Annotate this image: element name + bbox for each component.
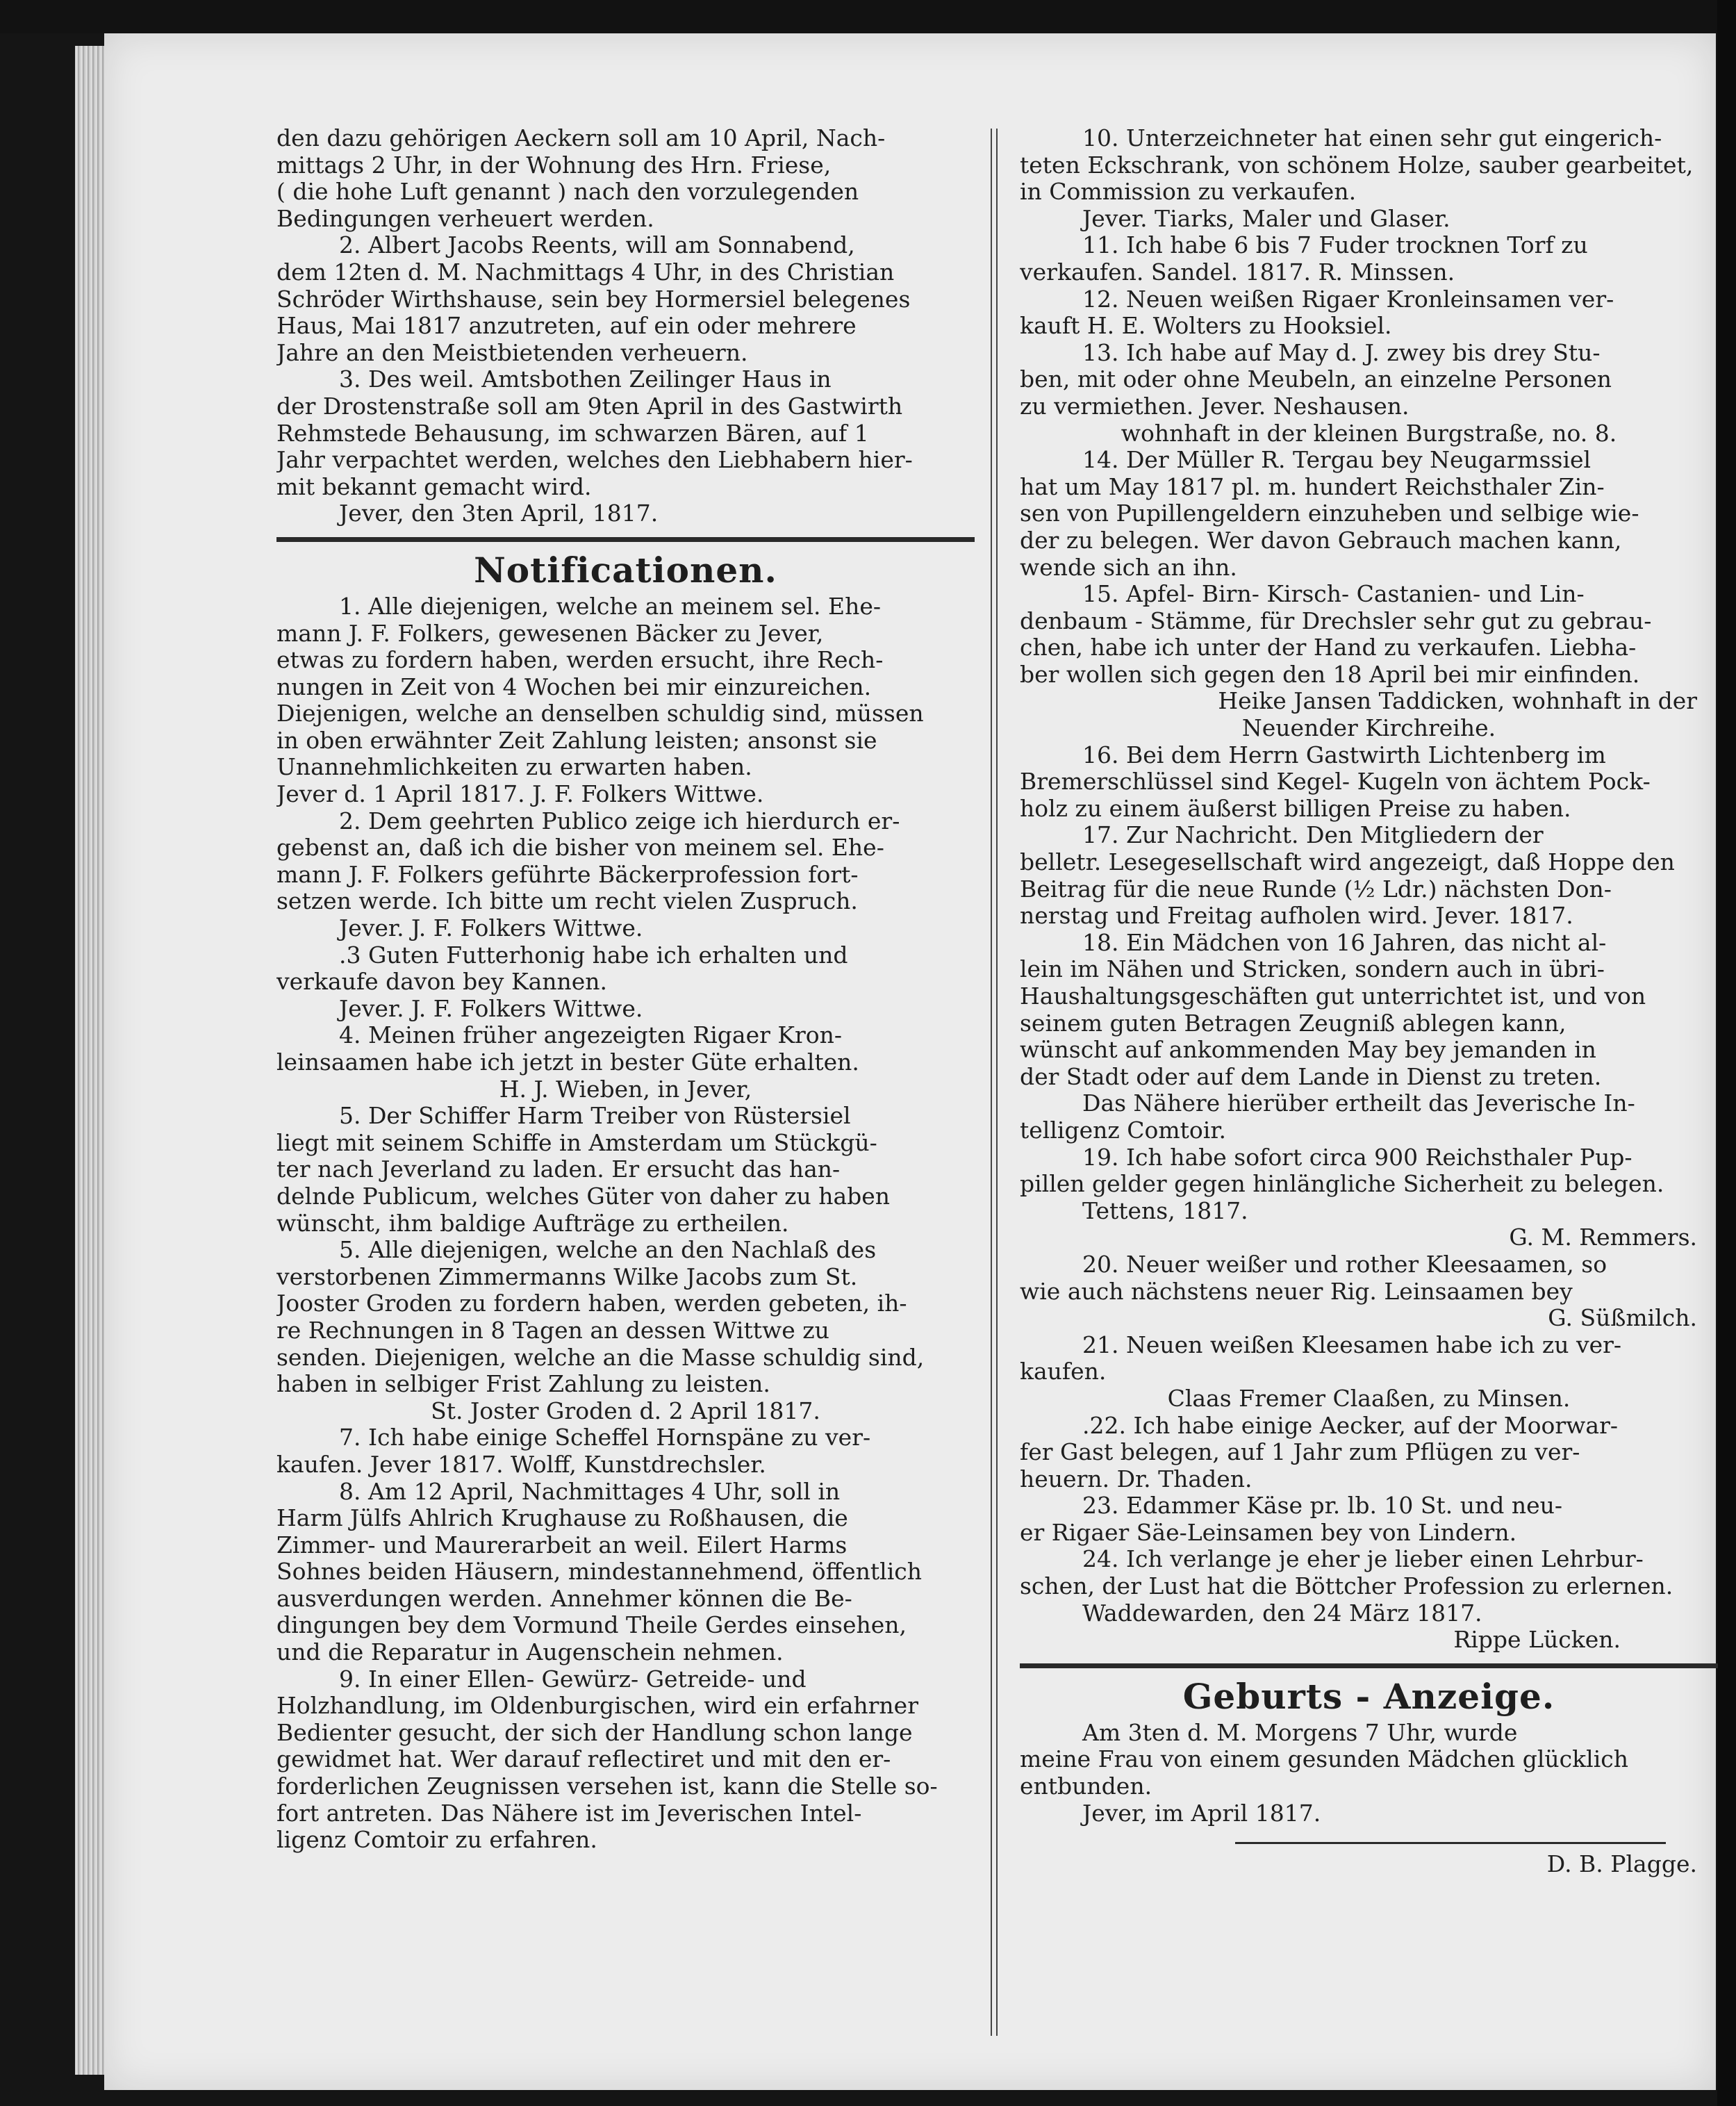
text-line: pillen gelder gegen hinlängliche Sicherheit zu belegen.: [1020, 1171, 1664, 1198]
notice-2: [276, 232, 975, 366]
text-line: 10. Unterzeichneter hat einen sehr gut eingerich-: [1082, 125, 1662, 151]
text-line: ter nach Jeverland zu laden. Er ersucht das han-: [276, 1156, 841, 1183]
signature: Rippe Lücken.: [1453, 1627, 1621, 1654]
text-line: wünscht, ihm baldige Aufträge zu ertheilen.: [276, 1210, 789, 1237]
text-line: entbunden.: [1020, 1773, 1152, 1800]
text-line: wende sich an ihn.: [1020, 554, 1237, 581]
text-line: leinsaamen habe ich jetzt in bester Güte erhalten.: [276, 1049, 859, 1076]
text-line: Holzhandlung, im Oldenburgischen, wird ein erfahrner: [276, 1693, 918, 1720]
text-line: etwas zu fordern haben, werden ersucht, ihre Rech-: [276, 647, 884, 674]
text-line: haben in selbiger Frist Zahlung zu leisten.: [276, 1371, 770, 1398]
notification-9: [276, 1666, 975, 1854]
signature-rule: [1235, 1842, 1666, 1844]
notification-1: [276, 593, 975, 808]
text-line: Jahr verpachtet werden, welches den Liebhabern hier-: [276, 447, 913, 474]
text-line: mittags 2 Uhr, in der Wohnung des Hrn. Friese,: [276, 151, 832, 179]
text-line: zu vermiethen. Jever. Neshausen.: [1020, 393, 1410, 420]
text-line: 8. Am 12 April, Nachmittages 4 Uhr, soll in: [339, 1478, 841, 1505]
notification-13: [1020, 340, 1718, 447]
right-column: [1020, 125, 1718, 1878]
notification-15: [1020, 581, 1718, 742]
text-line: 2. Albert Jacobs Reents, will am Sonnabend,: [339, 232, 855, 259]
text-line: holz zu einem äußerst billigen Preise zu haben.: [1020, 795, 1571, 822]
text-line: delnde Publicum, welches Güter von daher zu haben: [276, 1183, 891, 1210]
text-line: denbaum - Stämme, für Drechsler sehr gut zu gebrau-: [1020, 607, 1652, 634]
text-line: 13. Ich habe auf May d. J. zwey bis drey Stu-: [1082, 339, 1601, 366]
notification-12: [1020, 286, 1718, 340]
signature: Jever. J. F. Folkers Wittwe.: [339, 995, 643, 1022]
text-line: Bedingungen verheuert werden.: [276, 205, 654, 232]
signature: Heike Jansen Taddicken, wohnhaft in der: [1218, 688, 1697, 715]
text-line: 15. Apfel- Birn- Kirsch- Castanien- und Lin-: [1082, 581, 1585, 608]
text-line: verkaufe davon bey Kannen.: [276, 969, 608, 996]
signature: D. B. Plagge.: [1546, 1851, 1697, 1878]
signature: Jever d. 1 April 1817. J. F. Folkers Wittwe.: [276, 781, 764, 808]
notification-22: [1020, 1413, 1718, 1493]
text-line: 12. Neuen weißen Rigaer Kronleinsamen ver-: [1082, 286, 1614, 313]
text-line: in Commission zu verkaufen.: [1020, 179, 1357, 206]
text-line: ligenz Comtoir zu erfahren.: [276, 1827, 597, 1854]
text-line: liegt mit seinem Schiffe in Amsterdam um Stückgü-: [276, 1129, 877, 1156]
text-line: Haus, Mai 1817 anzutreten, auf ein oder mehrere: [276, 313, 857, 340]
text-line: in oben erwähnter Zeit Zahlung leisten; ansonst sie: [276, 727, 877, 754]
notification-23: [1020, 1492, 1718, 1546]
notification-6: [276, 1237, 975, 1424]
dateline: Jever, im April 1817.: [1082, 1800, 1321, 1827]
notification-3: [276, 942, 975, 1023]
text-line: nerstag und Freitag aufholen wird. Jever. 1817.: [1020, 903, 1573, 930]
text-line: Schröder Wirthshause, sein bey Hormersiel belegenes: [276, 286, 911, 313]
text-line: forderlichen Zeugnissen versehen ist, kann die Stelle so-: [276, 1773, 938, 1800]
notification-7: [276, 1424, 975, 1478]
signature: H. J. Wieben, in Jever,: [499, 1076, 752, 1103]
text-line: ( die hohe Luft genannt ) nach den vorzulegenden: [276, 179, 859, 206]
section-rule: [1020, 1663, 1718, 1668]
text-line: Sohnes beiden Häusern, mindestannehmend, öffentlich: [276, 1558, 923, 1586]
notification-18: [1020, 930, 1718, 1144]
text-line: 16. Bei dem Herrn Gastwirth Lichtenberg im: [1082, 741, 1606, 768]
text-line: der zu belegen. Wer davon Gebrauch machen kann,: [1020, 527, 1622, 554]
text-line: 18. Ein Mädchen von 16 Jahren, das nicht al-: [1082, 929, 1607, 956]
text-line: Jahre an den Meistbietenden verheuern.: [276, 339, 748, 366]
text-line: 11. Ich habe 6 bis 7 Fuder trocknen Torf zu: [1082, 232, 1588, 259]
text-line: mit bekannt gemacht wird.: [276, 473, 592, 500]
section-heading: Geburts - Anzeige.: [1182, 1675, 1555, 1717]
text-line: fer Gast belegen, auf 1 Jahr zum Pflügen zu ver-: [1020, 1439, 1580, 1466]
text-line: den dazu gehörigen Aeckern soll am 10 April, Nach-: [276, 125, 886, 151]
text-line: der Stadt oder auf dem Lande in Dienst zu treten.: [1020, 1063, 1602, 1090]
text-line: Rehmstede Behausung, im schwarzen Bären, auf 1: [276, 420, 869, 447]
text-line: 20. Neuer weißer und rother Kleesaamen, so: [1082, 1251, 1607, 1278]
text-line: seinem guten Betragen Zeugniß ablegen kann,: [1020, 1010, 1566, 1037]
scan-background-top: [0, 0, 1736, 33]
notification-4: [276, 1022, 975, 1103]
text-line: er Rigaer Säe-Leinsamen bey von Lindern.: [1020, 1519, 1517, 1546]
text-line: sen von Pupillengeldern einzuheben und selbige wie-: [1020, 500, 1639, 527]
text-line: 4. Meinen früher angezeigten Rigaer Kron-: [339, 1022, 843, 1049]
notification-8: [276, 1479, 975, 1666]
text-line: lein im Nähen und Stricken, sondern auch in übri-: [1020, 956, 1605, 983]
text-line: kaufen. Jever 1817. Wolff, Kunstdrechsler.: [276, 1451, 766, 1478]
notice-3: [276, 366, 975, 527]
text-line: ben, mit oder ohne Meubeln, an einzelne Personen: [1020, 366, 1612, 393]
text-line: re Rechnungen in 8 Tagen an dessen Wittwe zu: [276, 1317, 829, 1344]
notification-17: [1020, 822, 1718, 929]
text-line: nungen in Zeit von 4 Wochen bei mir einzureichen.: [276, 673, 872, 700]
text-line: 23. Edammer Käse pr. lb. 10 St. und neu-: [1082, 1492, 1563, 1520]
column-divider: [991, 129, 998, 2036]
text-line: 3. Des weil. Amtsbothen Zeilinger Haus in: [339, 366, 832, 393]
notification-20: [1020, 1251, 1718, 1332]
signature: Jever. Tiarks, Maler und Glaser.: [1082, 205, 1450, 232]
text-line: 19. Ich habe sofort circa 900 Reichsthaler Pup-: [1082, 1144, 1632, 1171]
left-column: [276, 125, 975, 1854]
text-line: Haushaltungsgeschäften gut unterrichtet ist, und von: [1020, 983, 1646, 1010]
text-line: Waddewarden, den 24 März 1817.: [1082, 1599, 1482, 1627]
text-line: .3 Guten Futterhonig habe ich erhalten und: [339, 941, 848, 969]
text-line: 21. Neuen weißen Kleesamen habe ich zu ver-: [1082, 1331, 1622, 1358]
signature: Jever. J. F. Folkers Wittwe.: [339, 915, 643, 942]
notification-24: [1020, 1546, 1718, 1653]
text-line: Unannehmlichkeiten zu erwarten haben.: [276, 754, 752, 781]
text-line: hat um May 1817 pl. m. hundert Reichsthaler Zin-: [1020, 473, 1605, 500]
text-line: Tettens, 1817.: [1082, 1197, 1248, 1224]
text-line: setzen werde. Ich bitte um recht vielen Zuspruch.: [276, 888, 858, 915]
notification-16: [1020, 742, 1718, 823]
text-line: gebenst an, daß ich die bisher von meinem sel. Ehe-: [276, 834, 884, 862]
notification-10: [1020, 125, 1718, 232]
signature: G. Süßmilch.: [1548, 1305, 1697, 1332]
text-line: Diejenigen, welche an denselben schuldig sind, müssen: [276, 700, 924, 727]
notification-21: [1020, 1332, 1718, 1413]
section-heading: Notificationen.: [474, 549, 777, 591]
notification-19: [1020, 1144, 1718, 1251]
text-line: Zimmer- und Maurerarbeit an weil. Eilert Harms: [276, 1531, 848, 1558]
text-line: wie auch nächstens neuer Rig. Leinsaamen bey: [1020, 1278, 1573, 1305]
text-line: dingungen bey dem Vormund Theile Gerdes einsehen,: [276, 1612, 907, 1639]
text-line: 2. Dem geehrten Publico zeige ich hierdurch er-: [339, 807, 900, 834]
text-line: gewidmet hat. Wer darauf reflectiret und mit den er-: [276, 1746, 891, 1773]
text-line: belletr. Lesegesellschaft wird angezeigt, daß Hoppe den: [1020, 849, 1675, 876]
notification-2: [276, 808, 975, 942]
scan-background-right: [1717, 0, 1736, 2106]
text-line: Das Nähere hierüber ertheilt das Jeverische In-: [1082, 1090, 1635, 1117]
text-line: dem 12ten d. M. Nachmittags 4 Uhr, in des Christian: [276, 258, 895, 286]
notification-14: [1020, 447, 1718, 581]
text-line: kauft H. E. Wolters zu Hooksiel.: [1020, 313, 1392, 340]
text-line: 24. Ich verlange je eher je lieber einen Lehrbur-: [1082, 1546, 1644, 1573]
text-line: telligenz Comtoir.: [1020, 1117, 1226, 1144]
signature: wohnhaft in der kleinen Burgstraße, no. 8.: [1121, 420, 1617, 447]
text-line: Am 3ten d. M. Morgens 7 Uhr, wurde: [1082, 1719, 1518, 1746]
text-line: 5. Alle diejenigen, welche an den Nachlaß des: [339, 1237, 877, 1264]
signature: St. Joster Groden d. 2 April 1817.: [431, 1397, 820, 1424]
notification-11: [1020, 232, 1718, 286]
text-line: Bremerschlüssel sind Kegel- Kugeln von ächtem Pock-: [1020, 768, 1651, 796]
text-line: Jooster Groden zu fordern haben, werden gebeten, ih-: [276, 1290, 907, 1317]
text-line: 7. Ich habe einige Scheffel Hornspäne zu ver-: [339, 1424, 871, 1451]
text-line: Bedienter gesucht, der sich der Handlung schon lange: [276, 1719, 913, 1746]
text-line: 5. Der Schiffer Harm Treiber von Rüstersiel: [339, 1103, 851, 1130]
text-line: 9. In einer Ellen- Gewürz- Getreide- und: [339, 1665, 807, 1693]
signature: Neuender Kirchreihe.: [1241, 715, 1496, 742]
text-line: teten Eckschrank, von schönem Holze, sauber gearbeitet,: [1020, 151, 1694, 179]
text-line: ber wollen sich gegen den 18 April bei mir einfinden.: [1020, 661, 1640, 688]
text-line: 1. Alle diejenigen, welche an meinem sel. Ehe-: [339, 593, 882, 620]
text-line: senden. Diejenigen, welche an die Masse schuldig sind,: [276, 1344, 925, 1371]
text-line: ausverdungen werden. Annehmer können die Be-: [276, 1585, 852, 1612]
birth-announcement: [1020, 1720, 1718, 1878]
signature: Claas Fremer Claaßen, zu Minsen.: [1167, 1385, 1571, 1412]
text-line: heuern. Dr. Thaden.: [1020, 1465, 1253, 1492]
section-rule: [276, 537, 975, 542]
text-line: meine Frau von einem gesunden Mädchen glücklich: [1020, 1746, 1628, 1773]
text-line: und die Reparatur in Augenschein nehmen.: [276, 1639, 784, 1666]
text-line: mann J. F. Folkers, gewesenen Bäcker zu Jever,: [276, 620, 824, 647]
text-line: 17. Zur Nachricht. Den Mitgliedern der: [1082, 822, 1544, 849]
notification-5: [276, 1103, 975, 1237]
text-line: chen, habe ich unter der Hand zu verkaufen. Liebha-: [1020, 634, 1637, 661]
text-line: verkaufen. Sandel. 1817. R. Minssen.: [1020, 258, 1455, 286]
text-line: .22. Ich habe einige Aecker, auf der Moorwar-: [1082, 1412, 1619, 1439]
text-line: Harm Jülfs Ahlrich Krughause zu Roßhausen, die: [276, 1505, 848, 1532]
text-line: wünscht auf ankommenden May bey jemanden in: [1020, 1037, 1596, 1064]
dateline: Jever, den 3ten April, 1817.: [339, 500, 659, 527]
text-line: 14. Der Müller R. Tergau bey Neugarmssiel: [1082, 447, 1592, 474]
text-line: fort antreten. Das Nähere ist im Jeverischen Intel-: [276, 1800, 862, 1827]
text-line: kaufen.: [1020, 1358, 1107, 1385]
text-line: schen, der Lust hat die Böttcher Profession zu erlernen.: [1020, 1573, 1673, 1600]
signature: G. M. Remmers.: [1509, 1224, 1697, 1251]
text-line: Beitrag für die neue Runde (½ Ldr.) nächsten Don-: [1020, 875, 1612, 903]
intro-notice: [276, 125, 975, 232]
text-line: der Drostenstraße soll am 9ten April in des Gastwirth: [276, 393, 903, 420]
text-line: mann J. F. Folkers geführte Bäckerprofession fort-: [276, 861, 859, 888]
text-line: verstorbenen Zimmermanns Wilke Jacobs zum St.: [276, 1263, 858, 1290]
